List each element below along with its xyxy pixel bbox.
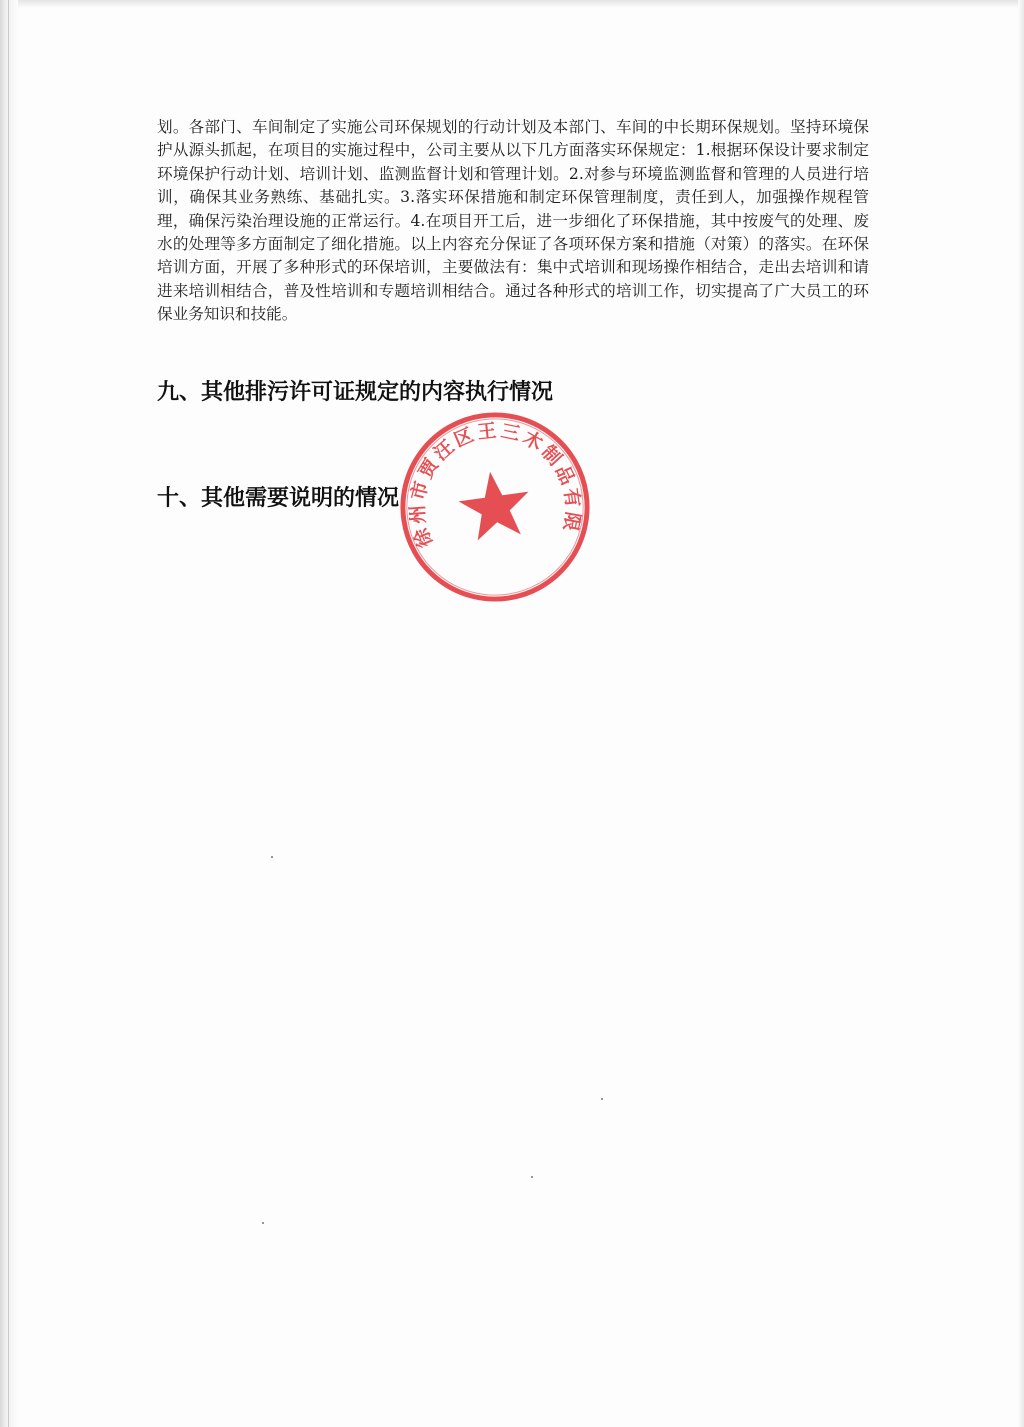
section-10-heading: 十、其他需要说明的情况 [157,486,400,511]
scan-fold-line [8,0,9,1427]
seal-star-icon [455,467,534,543]
seal-text: 徐州市贾汪区王三木制品有限公司 [407,420,583,551]
scan-edge-right [1018,0,1024,1427]
scan-edge-left [0,0,18,1427]
scan-speck [601,1098,603,1100]
scan-edge-top [0,0,1024,8]
body-paragraph: 划。各部门、车间制定了实施公司环保规划的行动计划及本部门、车间的中长期环保规划。坚持环境保护从源头抓起，在项目的实施过程中，公司主要从以下几方面落实环保规定：1.根据环保设计要求制定环境保护行动计划、培训计划、监测监督计划和管理计划。2.对参与环境监测监督和管理的人员进行培训，确保其业务熟练、基础扎实。3.落实环保措施和制定环保管理制度，责任到人，加强操作规程管理，确保污染治理设施的正常运行。4.在项目开工后，进一步细化了环保措施，其中按废气的处理、废水的处理等多方面制定了细化措施。以上内容充分保证了各项环保方案和措施（对策）的落实。在环保培训方面，开展了多种形式的环保培训，主要做法有：集中式培训和现场操作相结合，走出去培训和请进来培训相结合，普及性培训和专题培训相结合。通过各种形式的培训工作，切实提高了广大员工的环保业务知识和技能。 [157,118,869,324]
scan-speck [531,1176,533,1178]
company-seal [396,408,594,606]
scan-speck [271,856,273,858]
section-9-heading: 九、其他排污许可证规定的内容执行情况 [157,380,554,405]
scan-speck [262,1222,264,1224]
